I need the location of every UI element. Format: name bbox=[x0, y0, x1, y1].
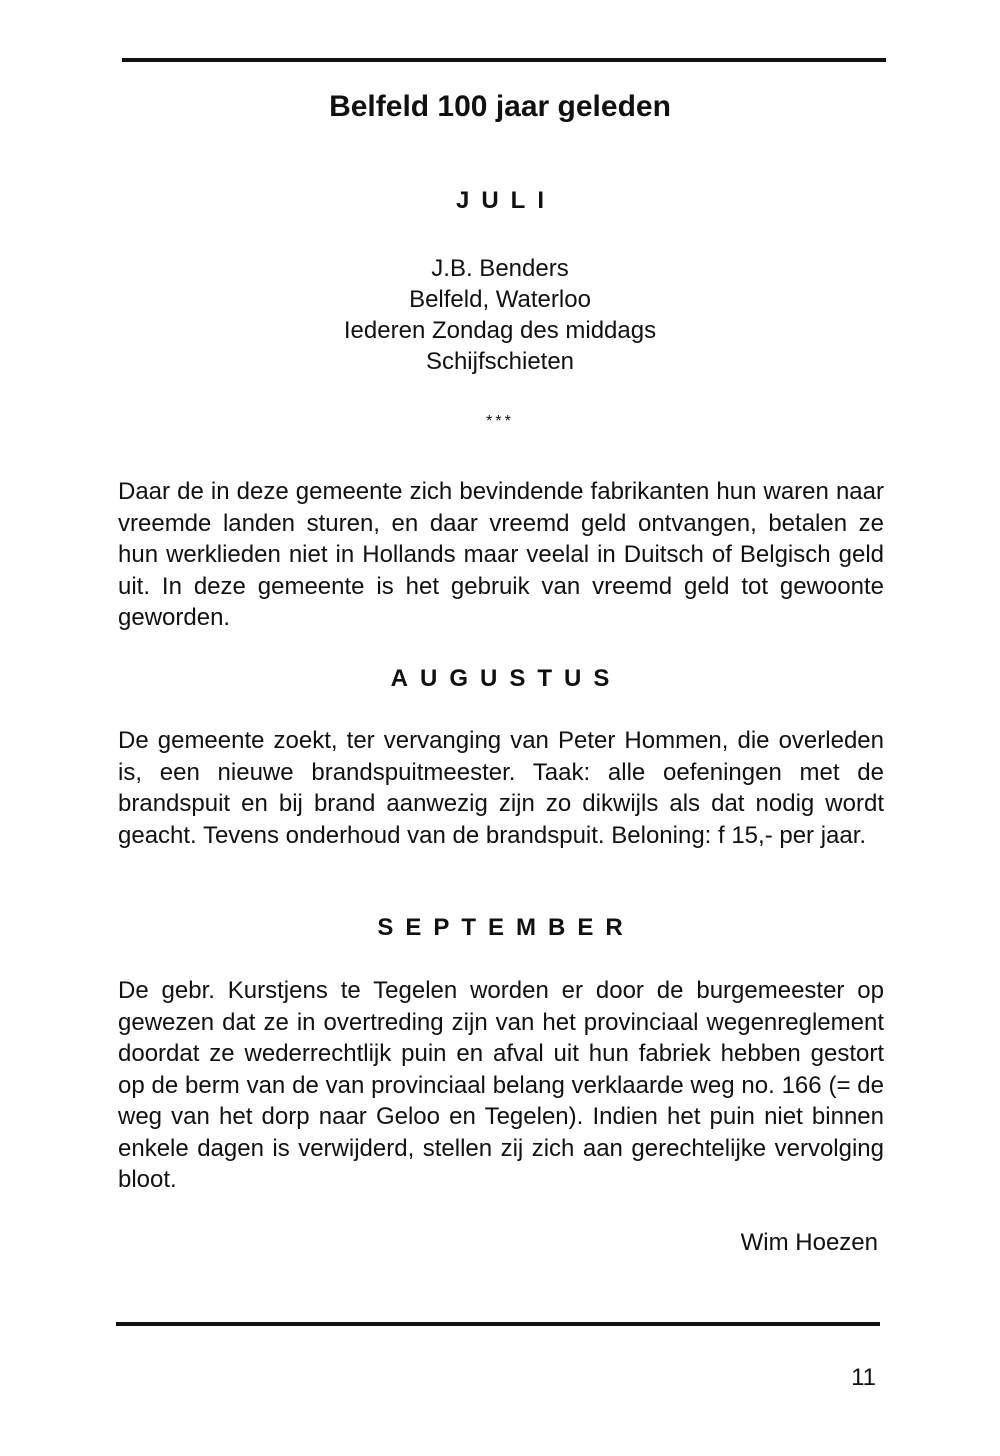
paragraph-september: De gebr. Kurstjens te Tegelen worden er door de burgemeester op gewezen dat ze in overtreding zijn van het provinciaal wegenreglement doordat ze wederrechtlijk puin en afval uit hun fabriek hebben gestort op de berm van de van provinciaal belang verklaarde weg no. 166 (= de weg van het dorp naar Geloo en Tegelen). Indien het puin niet binnen enkele dagen is verwijderd, stellen zij zich aan gerechtelijke vervolging bloot. bbox=[118, 977, 884, 1193]
top-rule bbox=[122, 58, 886, 62]
ad-line: J.B. Benders bbox=[431, 255, 569, 282]
section-heading-juli: JULI bbox=[455, 187, 556, 214]
author-signature: Wim Hoezen bbox=[740, 1229, 878, 1256]
section-separator: *** bbox=[486, 413, 514, 430]
ad-line: Schijfschieten bbox=[425, 348, 575, 375]
page-title: Belfeld 100 jaar geleden bbox=[329, 90, 671, 123]
paragraph-juli: Daar de in deze gemeente zich bevindende fabrikanten hun waren naar vreemde landen sturen, en daar vreemd geld ontvangen, betalen ze hun werklieden niet in Hollands maar veelal in Duitsch of Belgisch geld uit. In deze gemeente is het gebruik van vreemd geld tot gewoonte geworden. bbox=[118, 478, 884, 631]
advertisement bbox=[0, 253, 1000, 377]
section-heading-augustus: AUGUSTUS bbox=[390, 665, 622, 692]
paragraph-augustus: De gemeente zoekt, ter vervanging van Peter Hommen, die overleden is, een nieuwe brandspuitmeester. Taak: alle oefeningen met de brandspuit en bij brand aanwezig zijn zo dikwijls als dat nodig wordt geacht. Tevens onderhoud van de brandspuit. Beloning: f 15,- per jaar. bbox=[118, 727, 884, 849]
bottom-rule bbox=[116, 1322, 880, 1326]
page-number: 11 bbox=[851, 1364, 876, 1391]
ad-line: Belfeld, Waterloo bbox=[409, 286, 591, 313]
ad-line: Iederen Zondag des middags bbox=[343, 317, 657, 344]
section-heading-september: SEPTEMBER bbox=[377, 914, 635, 941]
